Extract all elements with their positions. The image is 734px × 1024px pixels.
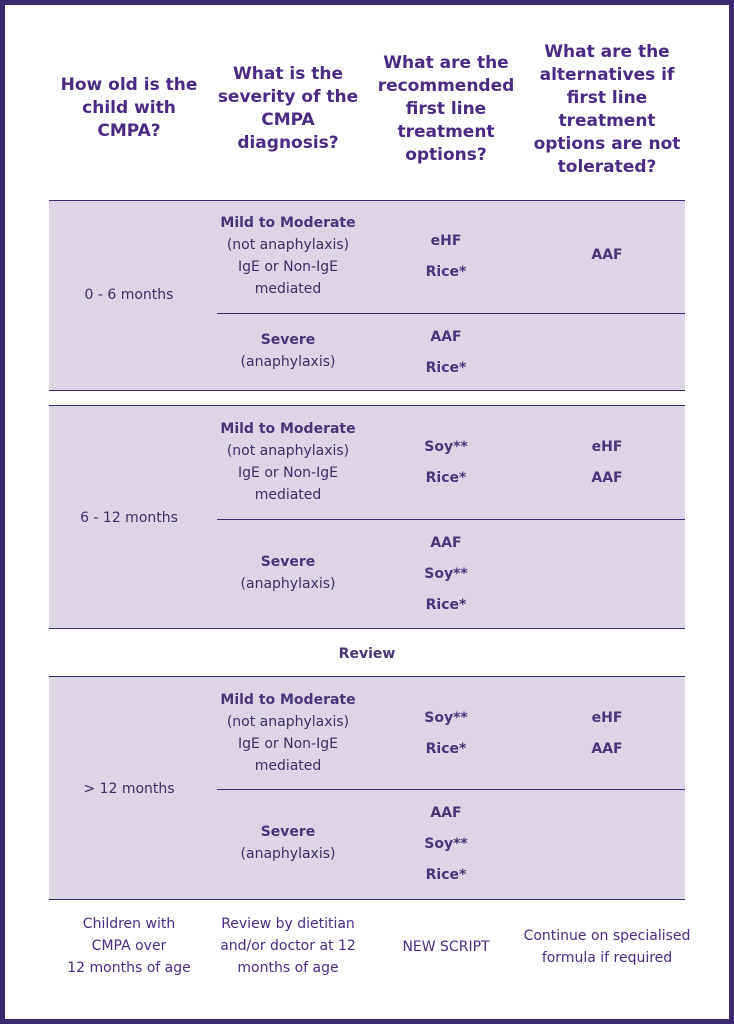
first-line-options: eHF Rice* [425, 233, 467, 280]
severity-severe: Severe (anaphylaxis) [240, 554, 336, 592]
alternative-options: eHF AAF [591, 710, 623, 757]
age-label: 6 - 12 months [80, 510, 178, 526]
first-line-options: AAF Soy** Rice* [424, 535, 468, 613]
footer-severity: Review by dietitian and/or doctor at 12 months of age [220, 916, 356, 976]
row-separator [217, 313, 685, 314]
header-severity: What is the severity of the CMPA diagnosis? [217, 64, 359, 153]
first-line-options: AAF Soy** Rice* [424, 805, 468, 883]
first-line-options: Soy** Rice* [424, 439, 468, 486]
severity-severe: Severe (anaphylaxis) [240, 824, 336, 862]
alternative-options: eHF AAF [591, 439, 623, 486]
first-line-options: AAF Rice* [425, 329, 467, 376]
header-alternatives: What are the alternatives if first line treatment options are not tolerated? [533, 42, 681, 177]
severity-mild: Mild to Moderate (not anaphylaxis) IgE or Non-IgE mediated [220, 215, 356, 297]
severity-mild: Mild to Moderate (not anaphylaxis) IgE or Non-IgE mediated [220, 692, 356, 774]
first-line-options: Soy** Rice* [424, 710, 468, 757]
header-first-line: What are the recommended first line treatment options? [377, 53, 515, 165]
footer-first-line: NEW SCRIPT [402, 939, 490, 955]
age-label: 0 - 6 months [84, 287, 174, 303]
footer-alternatives: Continue on specialised formula if required [523, 928, 691, 966]
row-separator [217, 519, 685, 520]
severity-severe: Severe (anaphylaxis) [240, 332, 336, 370]
footer-age: Children with CMPA over 12 months of age [67, 916, 191, 976]
severity-mild: Mild to Moderate (not anaphylaxis) IgE or Non-IgE mediated [220, 421, 356, 503]
header-age: How old is the child with CMPA? [60, 75, 198, 141]
row-separator [217, 789, 685, 790]
alternative-options: AAF [591, 247, 623, 263]
review-label: Review [338, 646, 396, 662]
age-label: > 12 months [83, 781, 175, 797]
